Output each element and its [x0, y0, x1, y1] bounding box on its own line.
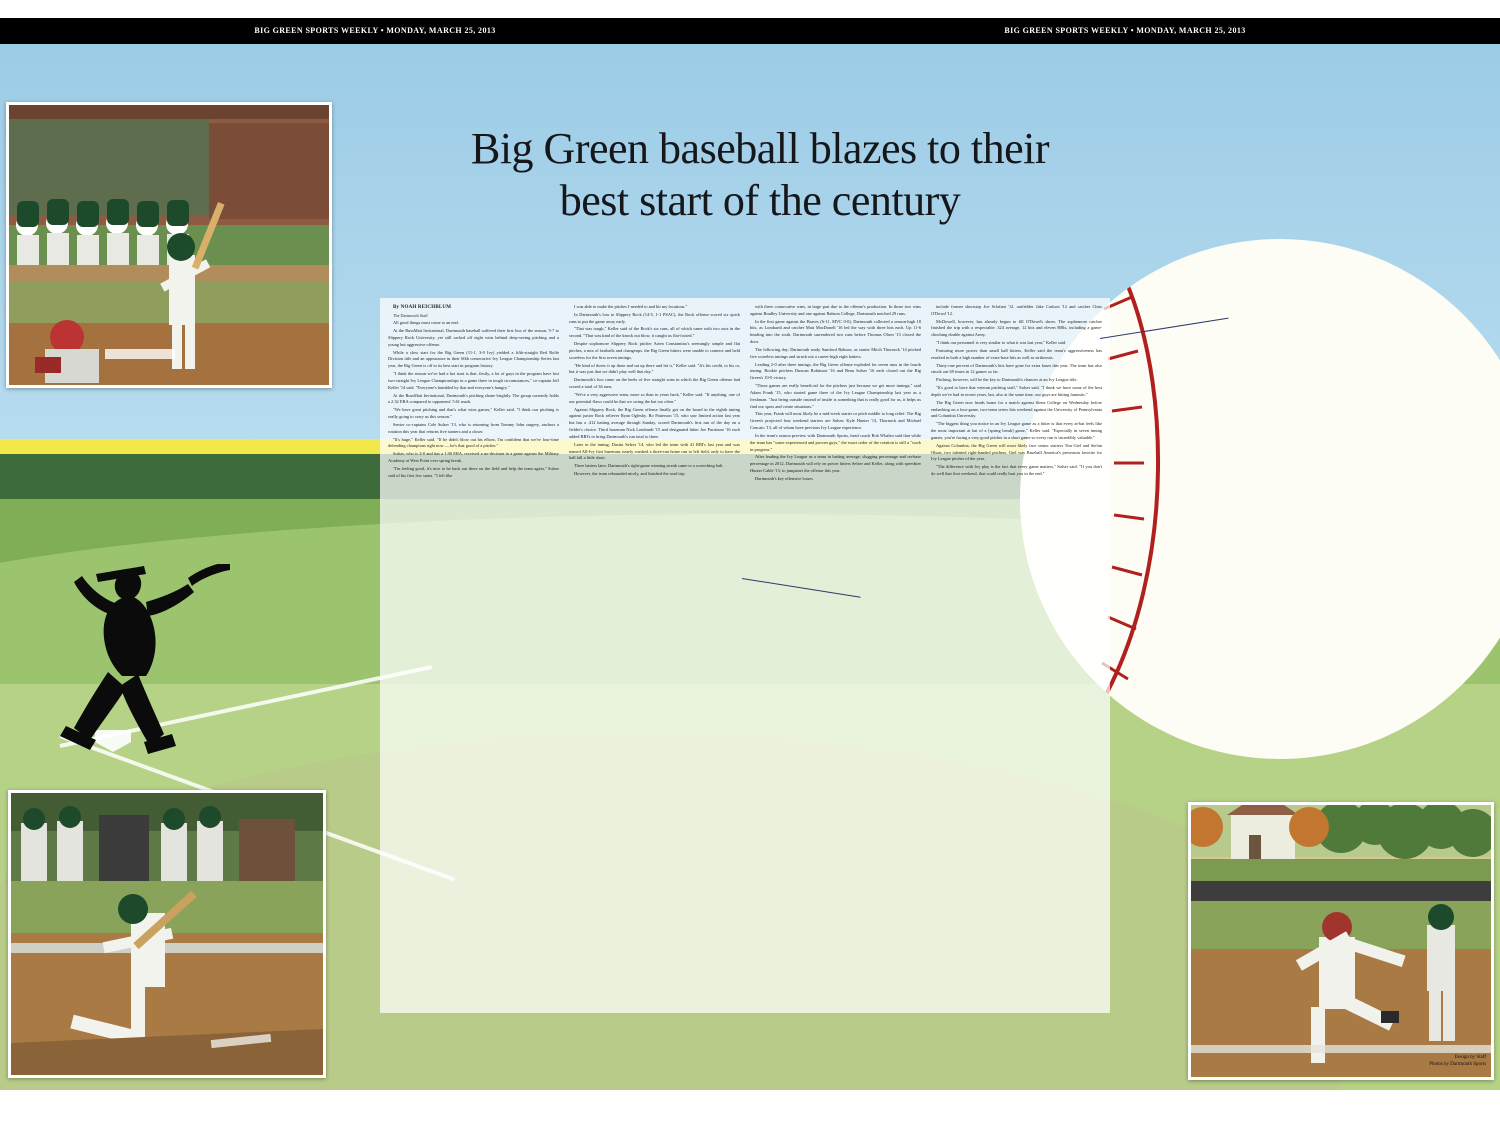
photo-credit: Photos by Dartmouth Sports	[1429, 1061, 1486, 1067]
paragraph: While a slow start for the Big Green (11-1, 3-0 Ivy) yielded a fifth-straight Red Rolfe Division title and an appearance in their 60th consecutive Ivy League Championship Series last year, the Big Green is off to its best start in program history.	[388, 349, 559, 369]
photo-batter-swinging	[8, 790, 326, 1078]
paragraph: However, the team rebounded nicely, and finished the road trip	[574, 471, 685, 477]
paragraph: Despite sophomore Slippery Rock pitcher Arien Constantino's seemingly simple and flat pitches, a mix of fastballs and changeups, the Big Green hitters were unable to connect and held scoreless for the first seven innings.	[569, 341, 740, 360]
paragraph: Featuring more power than small ball hitters, Keller said the team's aggressiveness has resulted in both a high number of extra-base hits as well as strikeouts.	[931, 347, 1102, 360]
paragraph: Dartmouth's loss came on the heels of five straight wins in which the Big Green offense had scored a total of 36 runs.	[569, 377, 740, 390]
design-credit: Design by Staff	[1454, 1055, 1486, 1060]
masthead-left: BIG GREEN SPORTS WEEKLY • MONDAY, MARCH 25, 2013	[0, 18, 750, 44]
paragraph: At the RussMatt Invitational, Dartmouth baseball suffered their first loss of the season, 5-7 to Slippery Rock University, yet still racked off eight wins behind deep-seeing pitching and a young but aggressive offense.	[388, 328, 559, 347]
paragraph: The following day, Dartmouth ready Samford Babson, as starter Mitch Thornock '14 pitched five scoreless innings and struck out a career-high eight batters.	[750, 346, 921, 359]
paragraph: "That was tough," Keller said of the Rock's six runs, all of which came with two outs in the second. "That was kind of the knock out blow, it caught us flat-footed."	[569, 326, 740, 339]
byline-organization: The Dartmouth Staff	[393, 312, 428, 318]
article-column-1	[388, 304, 559, 1007]
article-column-3	[750, 304, 921, 1007]
paragraph: Senior co-captains Cole Sulser '13, who is returning from Tommy John surgery, anchors a rotation this year that returns five starters and a closer.	[388, 421, 559, 434]
paragraph: "We have great pitching and that's what wins games," Keller said. "I think our pitching is really going to carry us this season."	[388, 407, 559, 420]
paragraph: "The biggest thing you notice in an Ivy League game as a hitter is that every at-bat feels like the most important at bat of a [spring break] game," Keller said. "Especially in seven inning games, you're facing a very good pitcher in a short game so every run is incredibly valuable."	[931, 421, 1102, 440]
article-body	[380, 298, 1110, 1013]
article-column-4	[931, 304, 1102, 1007]
paragraph: Three batters later, Dartmouth's right-game winning streak came to a screeching halt.	[574, 463, 724, 469]
paragraph: In the team's season preview with Dartmouth Sports, head coach Bob Whalen said that while the team has "some experienced and proven guys," the exact order of the rotation is still a "work in progress."	[750, 432, 921, 452]
paragraph: Sulser, who is 2-0 and has a 1.00 ERA, received a no-decision in a game against the Military Academy at West Point over spring break.	[388, 451, 559, 463]
paragraph: McDowell, however, has already begun to fill O'Dowd's shoes. The sophomore catcher finished the trip with a respectable .324 average, 12 hits and eleven RBIs, including a game-clinching double against Army.	[931, 318, 1102, 338]
paragraph: with three consecutive wins, in large part due to the offense's production. In those two wins against Bradley University and one against Babson College, Dartmouth notched 29 runs.	[750, 304, 921, 316]
photo-dugout-and-batter	[6, 102, 332, 388]
paragraph: This year, Frank will most likely be a mid-week starter or pitch middle to long relief. The Big Green's projected four weekend starters are Sulser, Kyle Hunter '13, Thornock and Michael Concato '13, all of whom have previous Ivy League experience.	[750, 411, 921, 431]
paragraph: "I think the reason we've had a hot start is that, firstly, a lot of guys in the program have lost two-straight Ivy League Championships in a game three in tough circumstances," co-captain Jeff Keller '14 said. "Everyone's humbled by that and everyone's hungry."	[388, 371, 559, 390]
newspaper-spread	[0, 18, 1500, 1090]
paragraph: include former shortstop Joe Sclafani '12, outfielder Jake Carlson '12 and catcher Chris O'Dowd '12.	[931, 304, 1102, 316]
paragraph: Later in the inning, Dustin Selzer '14, who led the team with 41 RBI's last year and was named All-Ivy first baseman, nearly crushed a three-run home run to left field, only to have the ball fall a little short.	[569, 441, 740, 461]
paragraph: All good things must come to an end.	[393, 320, 459, 326]
credits-block	[1429, 1055, 1486, 1068]
paragraph: "Those games are really beneficial for the pitchers just because we get more innings," said Adam Frank '15, who started game three of the Ivy League Championship last year as a freshman. "Just being outside instead of inside is something that is really good for us, it helps us find our spots and create situations."	[750, 383, 921, 409]
paragraph: Dartmouth's key offensive losses	[755, 475, 813, 481]
paragraph: "I'm feeling good, it's nice to be back out there on the field and help the team again," Sulser said of his first few starts. "I felt like	[388, 465, 559, 478]
paragraph: "He kind of threw it up there and sat up there and hit it," Keller said. "It's his credit, to his or, but it was just that we didn't play well that day."	[569, 362, 740, 375]
paragraph: "It's good to have that veteran pitching staff," Sulser said. "I think we have some of the best depth we've had in recent years, but, also at the same time, our guys are hitting fantastic."	[931, 385, 1102, 397]
photo-pitcher-delivery	[1188, 802, 1494, 1080]
paragraph: The Big Green now heads home for a match against Siena College on Wednesday before embarking on a four-game, two-team series this weekend against the University of Pennsylvania and Columbia University.	[931, 399, 1102, 419]
paragraph: Leading 2-0 after three innings, the Big Green offense exploded for seven runs in the fourth inning. Rookie pitchers Duncan Robinson '16 and Beau Sulser '16 each closed out the Big Green's 10-0 victory.	[750, 361, 921, 381]
byline-author: By NOAH REICHBLUM	[393, 305, 452, 310]
paragraph: Against Slippery Rock, the Big Green offense finally got on the board in the eighth inning against junior Rock reliever Ryan Oglesby. Bo Patterson '15, who saw limited action last year but has a .412 batting average through Sunday, scored Dartmouth's first run of the day on a fielder's choice. Third baseman Nick Lombardi '15 and designated hitter Joe Purritano '16 each added RBI's to bring Dartmouth's run total to three.	[569, 406, 740, 439]
paragraph: At the RussMatt Invitational, Dartmouth's pitching shone brightly. The group currently holds a 2.32 ERA compared to opponents' 5.61 mark.	[388, 392, 559, 405]
paragraph: Against Columbia, the Big Green will most likely face senior starters Tim Giel and Stefan Olson, two talented right-handed pitchers. Giel was Baseball America's preseason favorite for Ivy League pitcher of the year.	[931, 442, 1102, 462]
page-title	[380, 123, 1140, 227]
paragraph: "The difference with Ivy play is the fact that every game matters," Sulser said. "If you don't do well that first weekend, that could really hurt you in the end."	[931, 464, 1102, 477]
paragraph: I was able to make the pitches I needed to and hit my locations."	[574, 304, 688, 309]
headline-line-1: Big Green baseball blazes to their	[470, 124, 1049, 173]
paragraph: "We're a very aggressive team, more so than in years back," Keller said. "If anything, one of our potential flaws could be that we swing the bat too often."	[569, 391, 740, 404]
paragraph: In Dartmouth's loss to Slippery Rock (14-5, 1-1 PSAC), the Rock offense scored six quick runs to put the game away early.	[569, 311, 740, 324]
paragraph: Pitching, however, will be the key to Dartmouth's chances at an Ivy League title.	[936, 377, 1078, 383]
paragraph: "I think our personnel is very similar to what it was last year," Keller said.	[936, 340, 1067, 346]
masthead-right: BIG GREEN SPORTS WEEKLY • MONDAY, MARCH 25, 2013	[750, 18, 1500, 44]
paragraph: Thirty-one percent of Dartmouth's hits have gone for extra bases this year. The team has also struck out 69 times in 12 games so far.	[931, 362, 1102, 375]
article-column-2	[569, 304, 740, 1007]
paragraph: "It's huge," Keller said. "If he didn't blow out his elbow, I'm confident that we've four-time defending champions right now — he's that good of a pitcher."	[388, 436, 559, 449]
headline-line-2: best start of the century	[559, 175, 961, 225]
paragraph: After leading the Ivy League as a team in batting average, slugging percentage and on-base percentage in 2012, Dartmouth will rely on power hitters Selzer and Keller, along with speedster Hunter Cable '13, to jumpstart the offense this year.	[750, 454, 921, 474]
batter-silhouette	[60, 564, 230, 764]
paragraph: In the first game against the Braves (6-11, MVC 0-0), Dartmouth collected a season-high 18 hits, as Lombardi and catcher Matt MacDonell '16 led the way with three hits each. Up 11-6 heading into the sixth, Dartmouth surrendered two runs before Thomas Olsen '13 closed the door.	[750, 318, 921, 345]
